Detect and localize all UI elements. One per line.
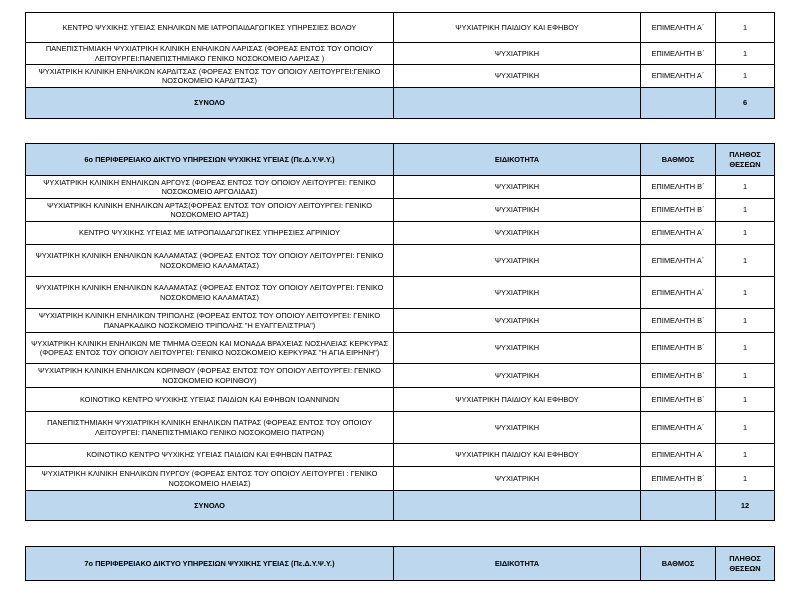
- grade-cell: ΕΠΙΜΕΛΗΤΗ Α΄: [641, 412, 716, 444]
- count-header: ΠΛΗΘΟΣ ΘΕΣΕΩΝ: [716, 144, 775, 176]
- specialty-cell: ΨΥΧΙΑΤΡΙΚΗ: [394, 65, 641, 88]
- count-cell: 1: [716, 467, 775, 491]
- table-row: [26, 412, 775, 444]
- table-row: [26, 467, 775, 491]
- count-cell: 1: [716, 43, 775, 65]
- table-row: [26, 176, 775, 199]
- table-row: [26, 199, 775, 222]
- grade-cell: ΕΠΙΜΕΛΗΤΗ Β΄: [641, 199, 716, 222]
- specialty-cell: ΨΥΧΙΑΤΡΙΚΗ: [394, 199, 641, 222]
- count-cell: 1: [716, 176, 775, 199]
- table-row: [26, 43, 775, 65]
- unit-cell: ΠΑΝΕΠΙΣΤΗΜΙΑΚΗ ΨΥΧΙΑΤΡΙΚΗ ΚΛΙΝΙΚΗ ΕΝΗΛΙΚΩΝ ΠΑΤΡΑΣ (ΦΟΡΕΑΣ ΕΝΤΟΣ ΤΟΥ ΟΠΟΙΟΥ ΛΕΙΤΟΥΡΓΕΙ: ΠΑΝΕΠΙΣΤΗΜΙΑΚΟ ΓΕΝΙΚΟ ΝΟΣΟΚΟΜΕΙΟ ΠΑΤΡΩΝ): [26, 412, 394, 444]
- unit-cell: ΚΟΙΝΟΤΙΚΟ ΚΕΝΤΡΟ ΨΥΧΙΚΗΣ ΥΓΕΙΑΣ ΠΑΙΔΙΩΝ ΚΑΙ ΕΦΗΒΩΝ ΠΑΤΡΑΣ: [26, 444, 394, 467]
- table-row: [26, 13, 775, 43]
- count-header: ΠΛΗΘΟΣ ΘΕΣΕΩΝ: [716, 547, 775, 581]
- grade-header: ΒΑΘΜΟΣ: [641, 144, 716, 176]
- specialty-cell: ΨΥΧΙΑΤΡΙΚΗ: [394, 43, 641, 65]
- grade-cell: ΕΠΙΜΕΛΗΤΗ Β΄: [641, 388, 716, 412]
- specialty-cell: ΨΥΧΙΑΤΡΙΚΗ: [394, 245, 641, 277]
- count-cell: 1: [716, 412, 775, 444]
- specialty-cell: ΨΥΧΙΑΤΡΙΚΗ: [394, 333, 641, 364]
- count-cell: 1: [716, 277, 775, 309]
- total-empty-cell: [641, 88, 716, 119]
- total-label: ΣΥΝΟΛΟ: [26, 491, 394, 521]
- header-row: [26, 144, 775, 176]
- count-cell: 1: [716, 309, 775, 333]
- specialty-cell: ΨΥΧΙΑΤΡΙΚΗ: [394, 309, 641, 333]
- specialty-cell: ΨΥΧΙΑΤΡΙΚΗ ΠΑΙΔΙΟΥ ΚΑΙ ΕΦΗΒΟΥ: [394, 13, 641, 43]
- total-empty-cell: [394, 491, 641, 521]
- count-cell: 1: [716, 245, 775, 277]
- grade-cell: ΕΠΙΜΕΛΗΤΗ Β΄: [641, 309, 716, 333]
- specialty-cell: ΨΥΧΙΑΤΡΙΚΗ: [394, 176, 641, 199]
- total-row: [26, 88, 775, 119]
- specialty-cell: ΨΥΧΙΑΤΡΙΚΗ: [394, 277, 641, 309]
- unit-cell: ΚΕΝΤΡΟ ΨΥΧΙΚΗΣ ΥΓΕΙΑΣ ΜΕ ΙΑΤΡΟΠΑΙΔΑΓΩΓΙΚΕΣ ΥΠΗΡΕΣΙΕΣ ΑΓΡΙΝΙΟΥ: [26, 222, 394, 245]
- network-6-table: [25, 143, 775, 521]
- specialty-cell: ΨΥΧΙΑΤΡΙΚΗ: [394, 222, 641, 245]
- count-cell: 1: [716, 199, 775, 222]
- unit-cell: ΨΥΧΙΑΤΡΙΚΗ ΚΛΙΝΙΚΗ ΕΝΗΛΙΚΩΝ ΤΡΙΠΟΛΗΣ (ΦΟΡΕΑΣ ΕΝΤΟΣ ΤΟΥ ΟΠΟΙΟΥ ΛΕΙΤΟΥΡΓΕΙ: ΓΕΝΙΚΟ ΠΑΝΑΡΚΑΔΙΚΟ ΝΟΣΚΟΜΕΙΟ ΤΡΙΠΟΛΗΣ "Η ΕΥΑΓΓΕΛΙΣΤΡΙΑ"): [26, 309, 394, 333]
- total-value: 6: [716, 88, 775, 119]
- count-cell: 1: [716, 222, 775, 245]
- total-empty-cell: [641, 491, 716, 521]
- table-row: [26, 309, 775, 333]
- unit-cell: ΠΑΝΕΠΙΣΤΗΜΙΑΚΗ ΨΥΧΙΑΤΡΙΚΗ ΚΛΙΝΙΚΗ ΕΝΗΛΙΚΩΝ ΛΑΡΙΣΑΣ (ΦΟΡΕΑΣ ΕΝΤΟΣ ΤΟΥ ΟΠΟΙΟΥ ΛΕΙΤΟΥΡΓΕΙ:ΠΑΝΕΠΙΣΤΗΜΙΑΚΟ ΓΕΝΙΚΟ ΝΟΣΟΚΟΜΕΙΟ ΛΑΡΙΣΑΣ ): [26, 43, 394, 65]
- table-row: [26, 277, 775, 309]
- count-cell: 1: [716, 388, 775, 412]
- count-cell: 1: [716, 333, 775, 364]
- count-cell: 1: [716, 13, 775, 43]
- grade-cell: ΕΠΙΜΕΛΗΤΗ Β΄: [641, 176, 716, 199]
- network-title: 7ο ΠΕΡΙΦΕΡΕΙΑΚΟ ΔΙΚΤΥΟ ΥΠΗΡΕΣΙΩΝ ΨΥΧΙΚΗΣ ΥΓΕΙΑΣ (Πε.Δ.Υ.Ψ.Υ.): [26, 547, 394, 581]
- network-7-rows: [26, 547, 775, 581]
- network-6-rows: [26, 144, 775, 521]
- grade-cell: ΕΠΙΜΕΛΗΤΗ Α΄: [641, 13, 716, 43]
- unit-cell: ΚΕΝΤΡΟ ΨΥΧΙΚΗΣ ΥΓΕΙΑΣ ΕΝΗΛΙΚΩΝ ΜΕ ΙΑΤΡΟΠΑΙΔΑΓΩΓΙΚΕΣ ΥΠΗΡΕΣΙΕΣ ΒΟΛΟΥ: [26, 13, 394, 43]
- table-row: [26, 364, 775, 388]
- unit-cell: ΨΥΧΙΑΤΡΙΚΗ ΚΛΙΝΙΚΗ ΕΝΗΛΙΚΩΝ ΚΑΛΑΜΑΤΑΣ (ΦΟΡΕΑΣ ΕΝΤΟΣ ΤΟΥ ΟΠΟΙΟΥ ΛΕΙΤΟΥΡΓΕΙ: ΓΕΝΙΚΟ ΝΟΣΟΚΟΜΕΙΟ ΚΑΛΑΜΑΤΑΣ): [26, 245, 394, 277]
- specialty-cell: ΨΥΧΙΑΤΡΙΚΗ: [394, 412, 641, 444]
- grade-cell: ΕΠΙΜΕΛΗΤΗ Α΄: [641, 65, 716, 88]
- network-title: 6ο ΠΕΡΙΦΕΡΕΙΑΚΟ ΔΙΚΤΥΟ ΥΠΗΡΕΣΙΩΝ ΨΥΧΙΚΗΣ ΥΓΕΙΑΣ (Πε.Δ.Υ.Ψ.Υ.): [26, 144, 394, 176]
- grade-cell: ΕΠΙΜΕΛΗΤΗ Β΄: [641, 467, 716, 491]
- specialty-cell: ΨΥΧΙΑΤΡΙΚΗ ΠΑΙΔΙΟΥ ΚΑΙ ΕΦΗΒΟΥ: [394, 388, 641, 412]
- specialty-cell: ΨΥΧΙΑΤΡΙΚΗ: [394, 364, 641, 388]
- grade-cell: ΕΠΙΜΕΛΗΤΗ Α΄: [641, 245, 716, 277]
- count-cell: 1: [716, 65, 775, 88]
- grade-cell: ΕΠΙΜΕΛΗΤΗ Α΄: [641, 444, 716, 467]
- table-row: [26, 444, 775, 467]
- table-row: [26, 65, 775, 88]
- unit-cell: ΨΥΧΙΑΤΡΙΚΗ ΚΛΙΝΙΚΗ ΕΝΗΛΙΚΩΝ ΑΡΓΟΥΣ (ΦΟΡΕΑΣ ΕΝΤΟΣ ΤΟΥ ΟΠΟΙΟΥ ΛΕΙΤΟΥΡΓΕΙ: ΓΕΝΙΚΟ ΝΟΣΟΚΟΜΕΙΟ ΑΡΓΟΛΙΔΑΣ): [26, 176, 394, 199]
- count-cell: 1: [716, 444, 775, 467]
- unit-cell: ΨΥΧΙΑΤΡΙΚΗ ΚΛΙΝΙΚΗ ΕΝΗΛΙΚΩΝ ΑΡΤΑΣ(ΦΟΡΕΑΣ ΕΝΤΟΣ ΤΟΥ ΟΠΟΙΟΥ ΛΕΙΤΟΥΡΓΕΙ: ΓΕΝΙΚΟ ΝΟΣΟΚΟΜΕΙΟ ΑΡΤΑΣ): [26, 199, 394, 222]
- unit-cell: ΨΥΧΙΑΤΡΙΚΗ ΚΛΙΝΙΚΗ ΕΝΗΛΙΚΩΝ ΜΕ ΤΜΗΜΑ ΟΞΕΩΝ ΚΑΙ ΜΟΝΑΔΑ ΒΡΑΧΕΙΑΣ ΝΟΣΗΛΕΙΑΣ ΚΕΡΚΥΡΑΣ (ΦΟΡΕΑΣ ΕΝΤΟΣ ΤΟΥ ΟΠΟΙΟΥ ΛΕΙΤΟΥΡΓΕΙ: ΓΕΝΙΚΟ ΝΟΣΟΚΟΜΕΙΟ ΚΕΡΚΥΡΑΣ "Η ΑΓΙΑ ΕΙΡΗΝΗ"): [26, 333, 394, 364]
- grade-header: ΒΑΘΜΟΣ: [641, 547, 716, 581]
- specialty-cell: ΨΥΧΙΑΤΡΙΚΗ: [394, 467, 641, 491]
- table-row: [26, 222, 775, 245]
- total-empty-cell: [394, 88, 641, 119]
- table-row: [26, 245, 775, 277]
- unit-cell: ΨΥΧΙΑΤΡΙΚΗ ΚΛΙΝΙΚΗ ΕΝΗΛΙΚΩΝ ΚΟΡΙΝΘΟΥ (ΦΟΡΕΑΣ ΕΝΤΟΣ ΤΟΥ ΟΠΟΙΟΥ ΛΕΙΤΟΥΡΓΕΙ: ΓΕΝΙΚΟ ΝΟΣΟΚΟΜΕΙΟ ΚΟΡΙΝΘΟΥ): [26, 364, 394, 388]
- unit-cell: ΨΥΧΙΑΤΡΙΚΗ ΚΛΙΝΙΚΗ ΕΝΗΛΙΚΩΝ ΚΑΛΑΜΑΤΑΣ (ΦΟΡΕΑΣ ΕΝΤΟΣ ΤΟΥ ΟΠΟΙΟΥ ΛΕΙΤΟΥΡΓΕΙ: ΓΕΝΙΚΟ ΝΟΣΟΚΟΜΕΙΟ ΚΑΛΑΜΑΤΑΣ): [26, 277, 394, 309]
- unit-cell: ΨΥΧΙΑΤΡΙΚΗ ΚΛΙΝΙΚΗ ΕΝΗΛΙΚΩΝ ΠΥΡΓΟΥ (ΦΟΡΕΑΣ ΕΝΤΟΣ ΤΟΥ ΟΠΟΙΟΥ ΛΕΙΤΟΥΡΓΕΙ : ΓΕΝΙΚΟ ΝΟΣΟΚΟΜΕΙΟ ΗΛΕΙΑΣ): [26, 467, 394, 491]
- grade-cell: ΕΠΙΜΕΛΗΤΗ Β΄: [641, 364, 716, 388]
- grade-cell: ΕΠΙΜΕΛΗΤΗ Β΄: [641, 43, 716, 65]
- table-row: [26, 333, 775, 364]
- total-label: ΣΥΝΟΛΟ: [26, 88, 394, 119]
- network-5-rows: [26, 13, 775, 119]
- total-row: [26, 491, 775, 521]
- specialty-cell: ΨΥΧΙΑΤΡΙΚΗ ΠΑΙΔΙΟΥ ΚΑΙ ΕΦΗΒΟΥ: [394, 444, 641, 467]
- grade-cell: ΕΠΙΜΕΛΗΤΗ Β΄: [641, 333, 716, 364]
- table-row: [26, 388, 775, 412]
- network-7-table: [25, 546, 775, 581]
- header-row: [26, 547, 775, 581]
- grade-cell: ΕΠΙΜΕΛΗΤΗ Α΄: [641, 277, 716, 309]
- network-5-table: [25, 12, 775, 119]
- specialty-header: ΕΙΔΙΚΟΤΗΤΑ: [394, 144, 641, 176]
- unit-cell: ΚΟΙΝΟΤΙΚΟ ΚΕΝΤΡΟ ΨΥΧΙΚΗΣ ΥΓΕΙΑΣ ΠΑΙΔΙΩΝ ΚΑΙ ΕΦΗΒΩΝ ΙΩΑΝΝΙΝΩΝ: [26, 388, 394, 412]
- grade-cell: ΕΠΙΜΕΛΗΤΗ Α΄: [641, 222, 716, 245]
- total-value: 12: [716, 491, 775, 521]
- count-cell: 1: [716, 364, 775, 388]
- unit-cell: ΨΥΧΙΑΤΡΙΚΗ ΚΛΙΝΙΚΗ ΕΝΗΛΙΚΩΝ ΚΑΡΔΙΤΣΑΣ (ΦΟΡΕΑΣ ΕΝΤΟΣ ΤΟΥ ΟΠΟΙΟΥ ΛΕΙΤΟΥΡΓΕΙ:ΓΕΝΙΚΟ ΝΟΣΟΚΟΜΕΙΟ ΚΑΡΔΙΤΣΑΣ): [26, 65, 394, 88]
- specialty-header: ΕΙΔΙΚΟΤΗΤΑ: [394, 547, 641, 581]
